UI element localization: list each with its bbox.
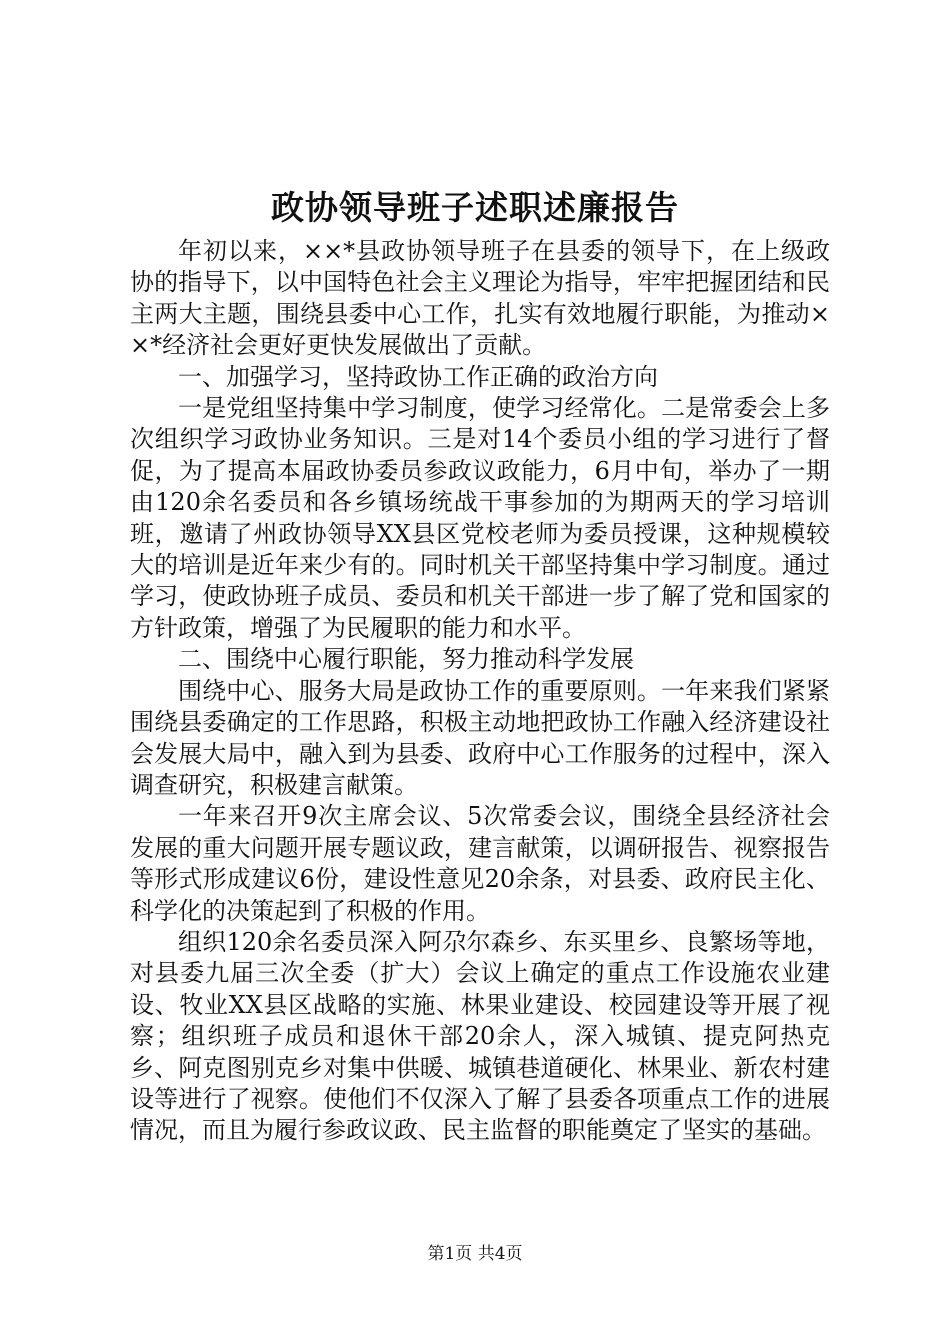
document-body <box>130 236 830 1147</box>
paragraph-intro: 年初以来，××*县政协领导班子在县委的领导下，在上级政协的指导下，以中国特色社会主义理论为指导，牢牢把握团结和民主两大主题，围绕县委中心工作，扎实有效地履行职能，为推动××*经济社会更好更快发展做出了贡献。 <box>130 237 830 360</box>
paragraph-center-work: 围绕中心、服务大局是政协工作的重要原则。一年来我们紧紧围绕县委确定的工作思路，积极主动地把政协工作融入经济建设社会发展大局中，融入到为县委、政府中心工作服务的过程中，深入调查研究，积极建言献策。 <box>130 676 830 799</box>
paragraph-meetings: 一年来召开9次主席会议、5次常委会议，围绕全县经济社会发展的重大问题开展专题议政，建言献策，以调研报告、视察报告等形式形成建议6份，建设性意见20余条，对县委、政府民主化、科学化的决策起到了积极的作用。 <box>130 802 830 925</box>
section-heading-1: 一、加强学习，坚持政协工作正确的政治方向 <box>178 362 658 391</box>
paragraph-study: 一是党组坚持集中学习制度，使学习经常化。二是常委会上多次组织学习政协业务知识。三是对14个委员小组的学习进行了督促，为了提高本届政协委员参政议政能力，6月中旬，举办了一期由120余名委员和各乡镇场统战干事参加的为期两天的学习培训班，邀请了州政协领导XX县区党校老师为委员授课，这种规模较大的培训是近年来少有的。同时机关干部坚持集中学习制度。通过学习，使政协班子成员、委员和机关干部进一步了解了党和国家的方针政策，增强了为民履职的能力和水平。 <box>130 394 830 642</box>
document-title: 政协领导班子述职述廉报告 <box>271 188 679 227</box>
paragraph-inspection: 组织120余名委员深入阿尕尔森乡、东买里乡、良繁场等地，对县委九届三次全委（扩大）会议上确定的重点工作设施农业建设、牧业XX县区战略的实施、林果业建设、校园建设等开展了视察；组织班子成员和退休干部20余人，深入城镇、提克阿热克乡、阿克图别克乡对集中供暖、城镇巷道硬化、林果业、新农村建设等进行了视察。使他们不仅深入了解了县委各项重点工作的进展情况，而且为履行参政议政、民主监督的职能奠定了坚实的基础。 <box>130 927 830 1145</box>
section-heading-2: 二、围绕中心履行职能，努力推动科学发展 <box>178 645 634 674</box>
page-number-footer: 第1页 共4页 <box>427 1244 523 1264</box>
